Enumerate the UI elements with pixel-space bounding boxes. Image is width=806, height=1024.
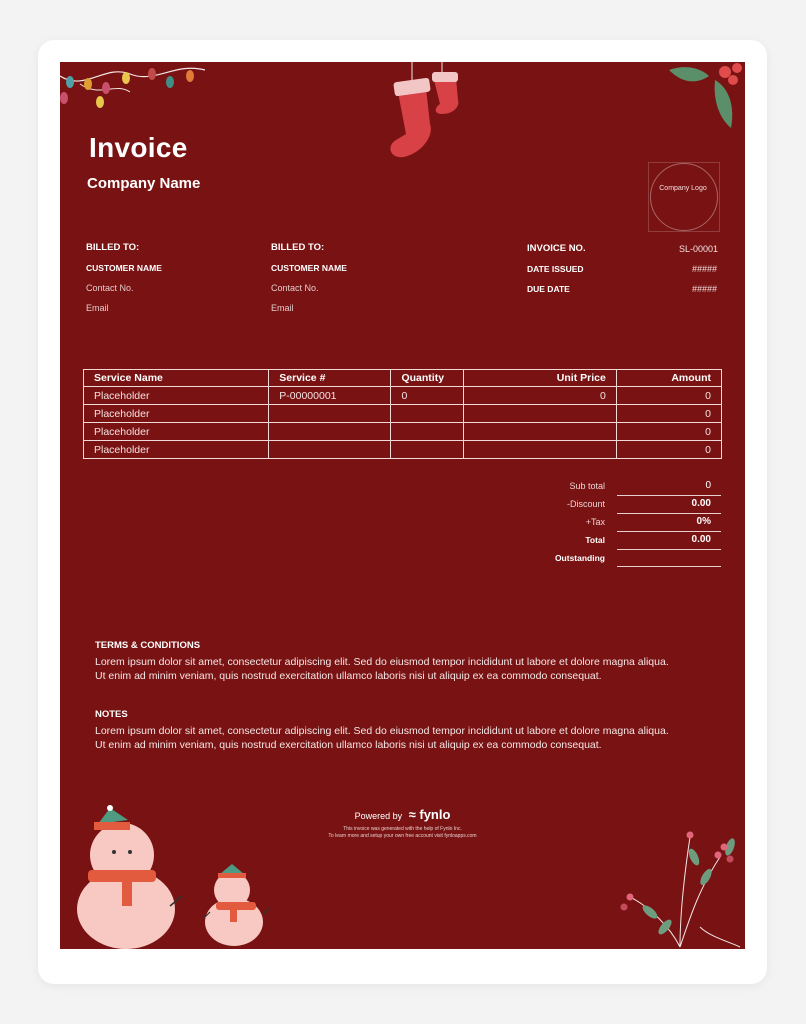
cell-unit-price[interactable] — [463, 441, 616, 459]
table-row — [84, 405, 722, 423]
discount-divider — [617, 513, 721, 514]
due-date-label: DUE DATE — [527, 284, 570, 294]
cell-service-name[interactable]: Placeholder — [84, 405, 269, 423]
terms-heading: TERMS & CONDITIONS — [95, 640, 201, 651]
contact-no: Contact No. — [86, 283, 134, 293]
berry-branch-icon — [610, 817, 745, 949]
cell-quantity[interactable]: 0 — [391, 387, 463, 405]
invoice-sheet — [60, 62, 745, 949]
cell-quantity[interactable] — [391, 405, 463, 423]
column-header-quantity: Quantity — [391, 370, 463, 387]
cell-quantity[interactable] — [391, 423, 463, 441]
notes-heading: NOTES — [95, 709, 128, 720]
contact-no: Contact No. — [271, 283, 319, 293]
billed-to-heading: BILLED TO: — [271, 242, 325, 253]
subtotal-divider — [617, 495, 721, 496]
table-row — [84, 441, 722, 459]
cell-service-number[interactable] — [269, 441, 391, 459]
total-label: Total — [585, 535, 605, 545]
cell-amount: 0 — [616, 387, 721, 405]
fynlo-logo[interactable] — [409, 807, 451, 822]
table-header-row — [84, 370, 722, 387]
cell-service-name[interactable]: Placeholder — [84, 441, 269, 459]
line-items-table — [83, 369, 722, 459]
cell-quantity[interactable] — [391, 441, 463, 459]
company-name: Company Name — [87, 175, 201, 192]
tax-divider — [617, 531, 721, 532]
cell-amount: 0 — [616, 405, 721, 423]
outstanding-divider — [617, 566, 721, 567]
cell-unit-price[interactable]: 0 — [463, 387, 616, 405]
email: Email — [86, 303, 109, 313]
logo-placeholder-text: Company Logo — [659, 185, 707, 192]
fynlo-mark-icon: ≈ — [408, 807, 416, 822]
notes-text[interactable]: Lorem ipsum dolor sit amet, consectetur adipiscing elit. Sed do eiusmod tempor incididunt ut labore et dolore magna aliqua. Ut enim ad minim veniam, quis nostrud exercitation ullamco laboris nisi ut aliquip ex ea commodo consequat. — [95, 725, 669, 751]
due-date-value: ##### — [691, 284, 717, 294]
cell-service-number[interactable]: P-00000001 — [269, 387, 391, 405]
christmas-lights-icon — [60, 62, 210, 122]
snowman-icon — [70, 802, 285, 949]
cell-unit-price[interactable] — [463, 405, 616, 423]
table-row — [84, 387, 722, 405]
cell-service-number[interactable] — [269, 423, 391, 441]
date-issued-value: ##### — [691, 264, 717, 274]
footer-line-1: This invoice was generated with the help of Fynlo Inc. — [343, 826, 462, 832]
footer-line-2: To learn more and setup your own free account visit fynloapps.com — [328, 833, 477, 839]
total-divider — [617, 549, 721, 550]
cell-amount: 0 — [616, 441, 721, 459]
stocking-icon — [376, 62, 472, 162]
terms-text[interactable]: Lorem ipsum dolor sit amet, consectetur adipiscing elit. Sed do eiusmod tempor incididunt ut labore et dolore magna aliqua. Ut enim ad minim veniam, quis nostrud exercitation ullamco laboris nisi ut aliquip ex ea commodo consequat. — [95, 656, 669, 682]
column-header-service-number: Service # — [269, 370, 391, 387]
discount-label: -Discount — [566, 499, 605, 509]
powered-by-label: Powered by — [354, 811, 403, 821]
column-header-service-name: Service Name — [84, 370, 269, 387]
total-value: 0.00 — [691, 534, 711, 545]
invoice-no-value: SL-00001 — [678, 244, 718, 254]
outstanding-label: Outstanding — [554, 553, 605, 563]
table-row — [84, 423, 722, 441]
customer-name: CUSTOMER NAME — [271, 263, 347, 273]
tax-value[interactable]: 0% — [696, 516, 711, 527]
subtotal-value: 0 — [705, 480, 711, 491]
email: Email — [271, 303, 294, 313]
discount-value[interactable]: 0.00 — [691, 498, 711, 509]
cell-service-number[interactable] — [269, 405, 391, 423]
date-issued-label: DATE ISSUED — [527, 264, 584, 274]
holly-icon — [665, 62, 745, 137]
cell-service-name[interactable]: Placeholder — [84, 423, 269, 441]
subtotal-label: Sub total — [569, 481, 605, 491]
cell-amount: 0 — [616, 423, 721, 441]
invoice-title: Invoice — [89, 132, 188, 163]
cell-unit-price[interactable] — [463, 423, 616, 441]
invoice-no-label: INVOICE NO. — [527, 243, 586, 254]
tax-label: +Tax — [585, 517, 605, 527]
column-header-unit-price: Unit Price — [463, 370, 616, 387]
column-header-amount: Amount — [616, 370, 721, 387]
logo-placeholder[interactable] — [650, 163, 718, 231]
cell-service-name[interactable]: Placeholder — [84, 387, 269, 405]
customer-name: CUSTOMER NAME — [86, 263, 162, 273]
fynlo-brand: fynlo — [419, 807, 451, 822]
billed-to-heading: BILLED TO: — [86, 242, 140, 253]
